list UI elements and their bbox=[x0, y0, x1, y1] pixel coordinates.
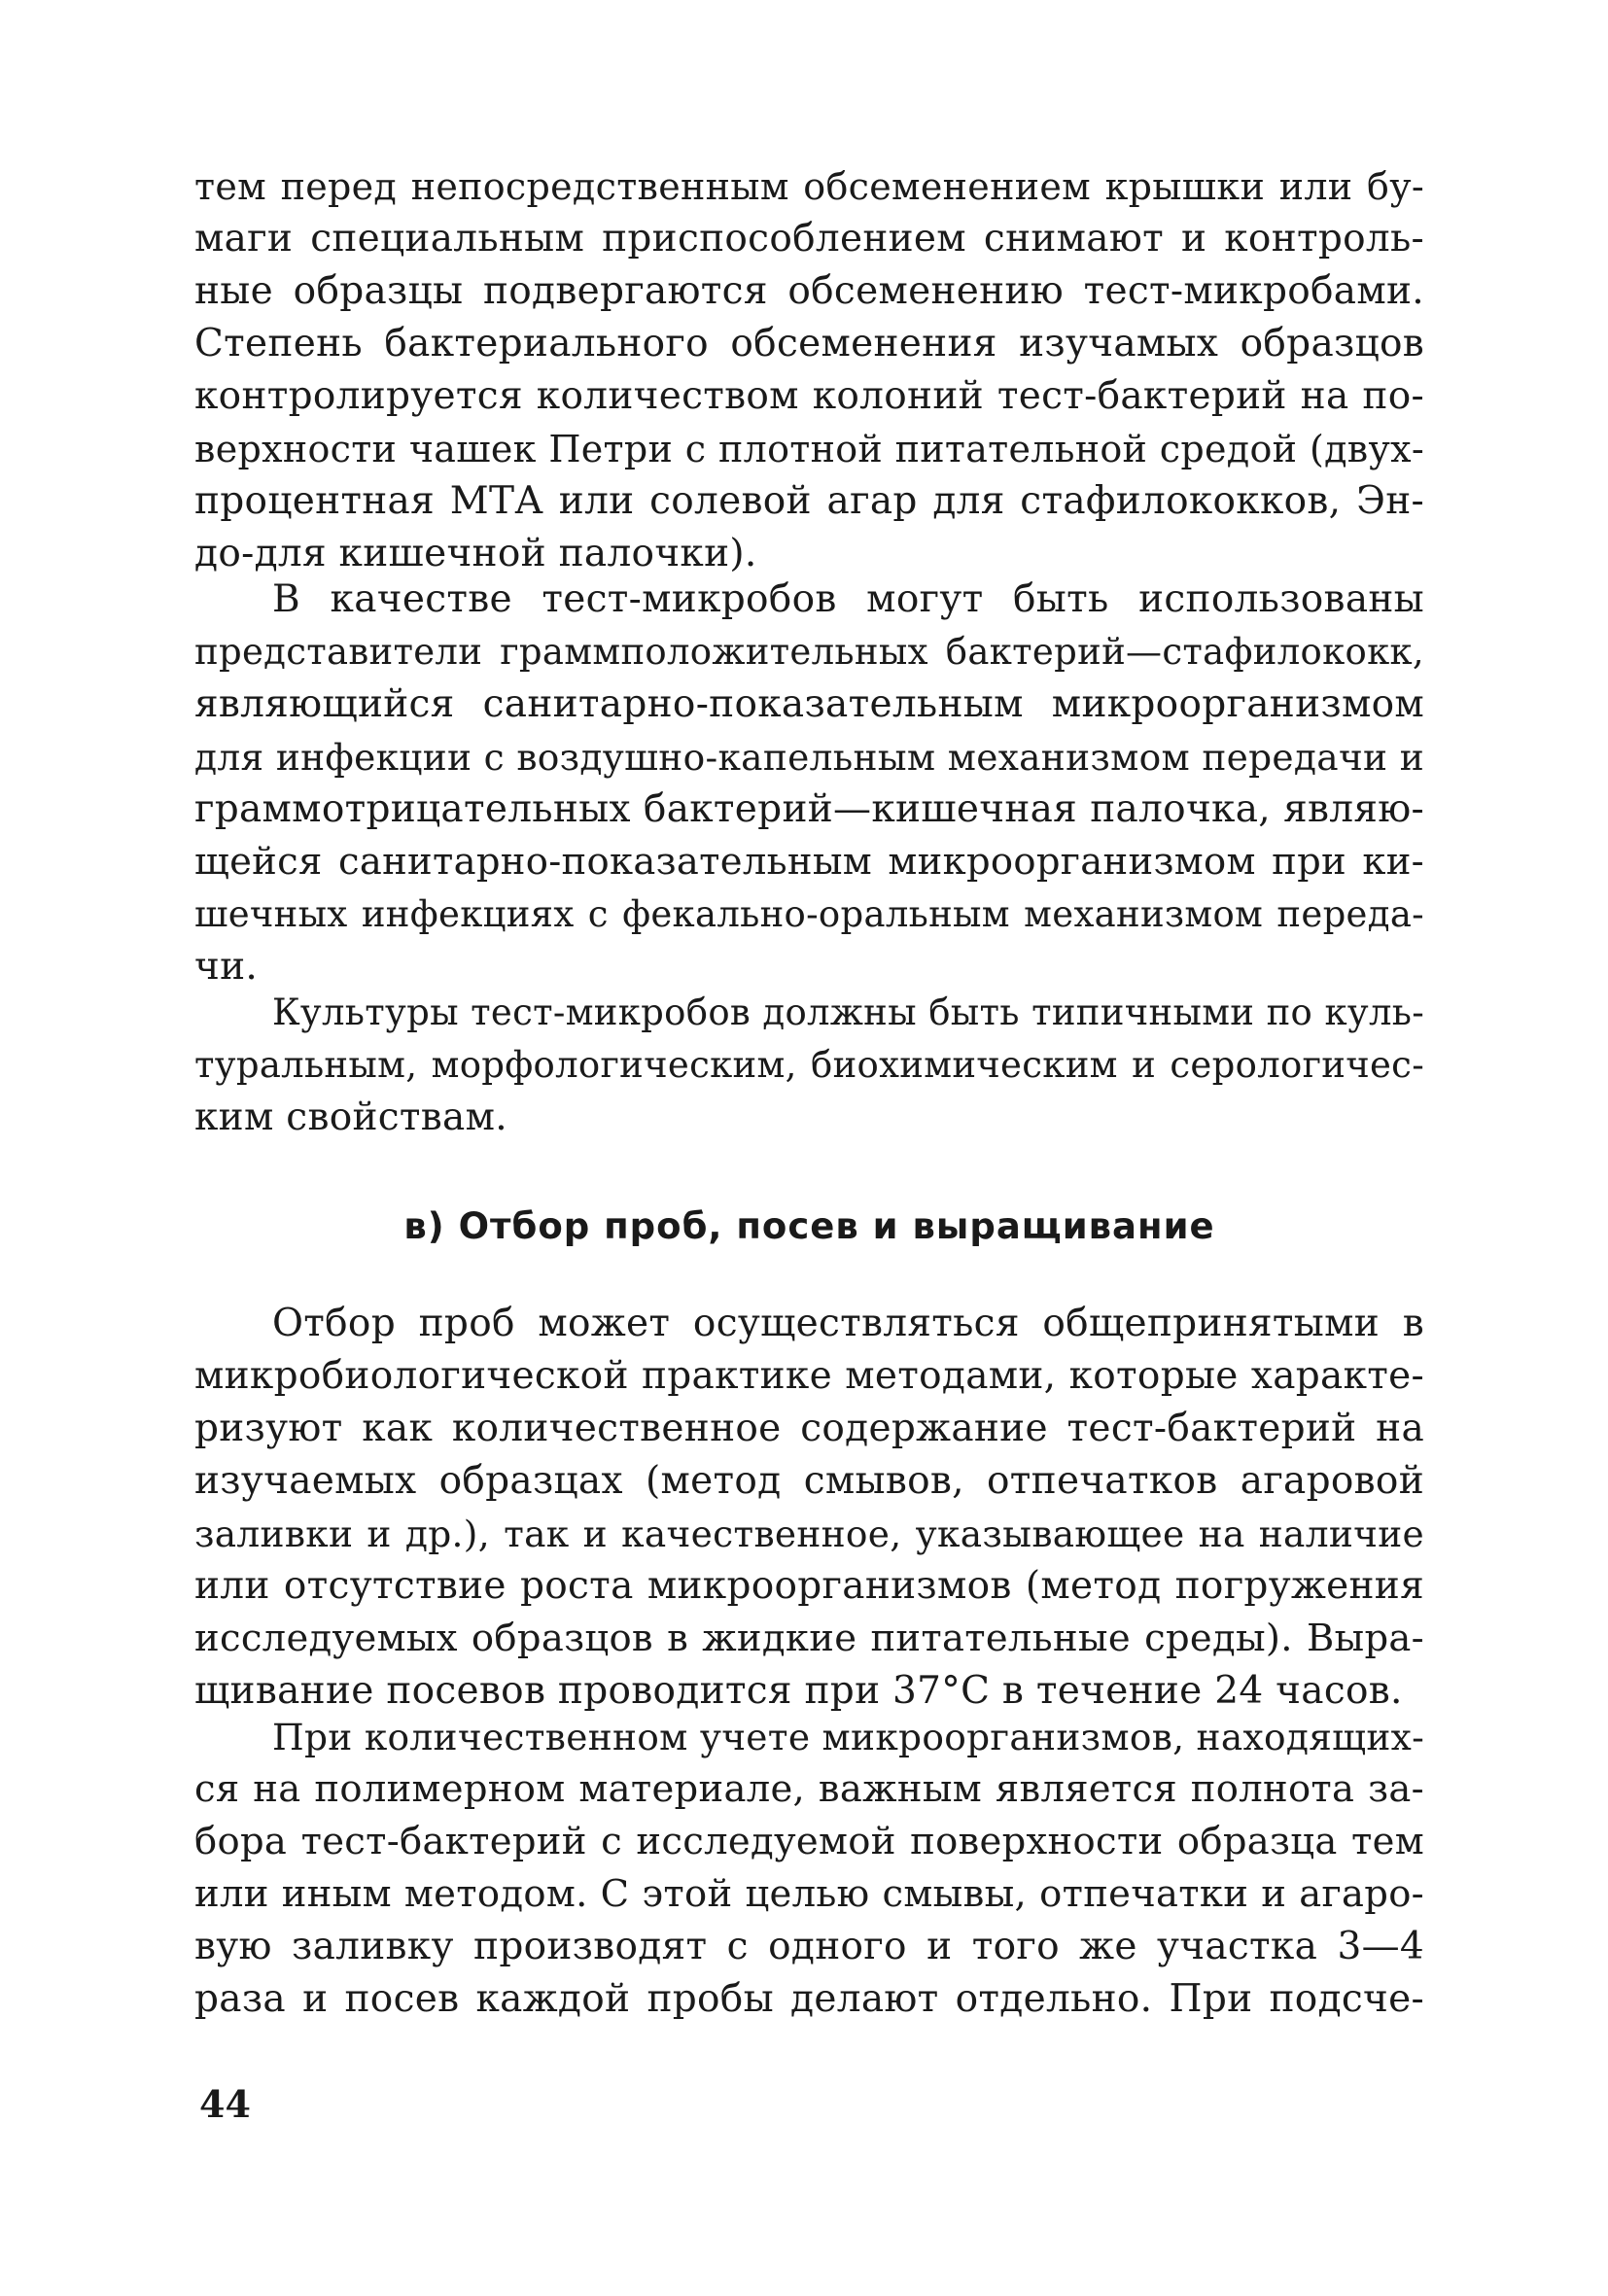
text-line: ные образцы подвергаются обсеменению тест-микробами. bbox=[194, 269, 1424, 313]
text-line: раза и посев каждой пробы делают отдельно. При подсче- bbox=[194, 1977, 1424, 2021]
paragraph-2 bbox=[194, 574, 1424, 993]
text-line: являющийся санитарно-показательным микроорганизмом bbox=[194, 682, 1424, 726]
text-line: щейся санитарно-показательным микроорганизмом при ки- bbox=[194, 840, 1424, 884]
paragraph-5 bbox=[194, 1711, 1424, 2026]
text-line: контролируется количеством колоний тест-бактерий на по- bbox=[194, 374, 1424, 418]
text-line: ким свойствам. bbox=[194, 1096, 507, 1139]
text-line: исследуемых образцов в жидкие питательные среды). Выра- bbox=[194, 1617, 1424, 1660]
paragraph-3 bbox=[194, 987, 1424, 1144]
text-line: бора тест-бактерий с исследуемой поверхности образца тем bbox=[194, 1820, 1424, 1863]
text-line: микробиологической практике методами, которые характе- bbox=[194, 1354, 1424, 1398]
text-line: Отбор проб может осуществляться общепринятыми в bbox=[272, 1302, 1424, 1345]
text-line: процентная МТА или солевой агар для стафилококков, Эн- bbox=[194, 479, 1424, 523]
text-line: чи. bbox=[194, 945, 259, 989]
text-line: вую заливку производят с одного и того же участка 3—4 bbox=[194, 1925, 1424, 1968]
paragraph-4 bbox=[194, 1298, 1424, 1718]
text-line: до-для кишечной палочки). bbox=[194, 532, 757, 575]
text-line: или иным методом. С этой целью смывы, отпечатки и агаро- bbox=[194, 1872, 1424, 1916]
text-line: шечных инфекциях с фекально-оральным механизмом переда- bbox=[194, 893, 1424, 935]
text-line: щивание посевов проводится при 37°С в течение 24 часов. bbox=[194, 1669, 1403, 1713]
text-line: для инфекции с воздушно-капельным механизмом передачи и bbox=[194, 736, 1424, 779]
text-line: изучаемых образцах (метод смывов, отпечатков агаровой bbox=[194, 1459, 1424, 1503]
text-line: верхности чашек Петри с плотной питательной средой (двух- bbox=[194, 428, 1424, 470]
text-line: ся на полимерном материале, важным является полнота за- bbox=[194, 1767, 1424, 1811]
text-line: туральным, морфологическим, биохимическим и серологичес- bbox=[194, 1044, 1424, 1086]
text-line: тем перед непосредственным обсеменением крышки или бу- bbox=[194, 165, 1424, 208]
paragraph-1 bbox=[194, 160, 1424, 580]
text-line: ризуют как количественное содержание тест-бактерий на bbox=[194, 1407, 1424, 1450]
text-line: Степень бактериального обсеменения изучамых образцов bbox=[194, 322, 1424, 365]
text-line: граммотрицательных бактерий—кишечная палочка, являю- bbox=[194, 787, 1424, 831]
text-line: В качестве тест-микробов могут быть использованы bbox=[272, 577, 1424, 621]
section-heading: в) Отбор проб, посев и выращивание bbox=[403, 1205, 1215, 1247]
text-line: заливки и др.), так и качественное, указывающее на наличие bbox=[194, 1513, 1424, 1555]
text-line: маги специальным приспособлением снимают и контроль- bbox=[194, 217, 1424, 261]
text-line: или отсутствие роста микроорганизмов (метод погружения bbox=[194, 1564, 1424, 1608]
text-line: Культуры тест-микробов должны быть типичными по куль- bbox=[272, 991, 1424, 1033]
text-line: представители граммположительных бактерий—стафилококк, bbox=[194, 631, 1424, 673]
text-line: При количественном учете микроорганизмов, находящих- bbox=[272, 1716, 1425, 1758]
page-number: 44 bbox=[199, 2082, 251, 2126]
